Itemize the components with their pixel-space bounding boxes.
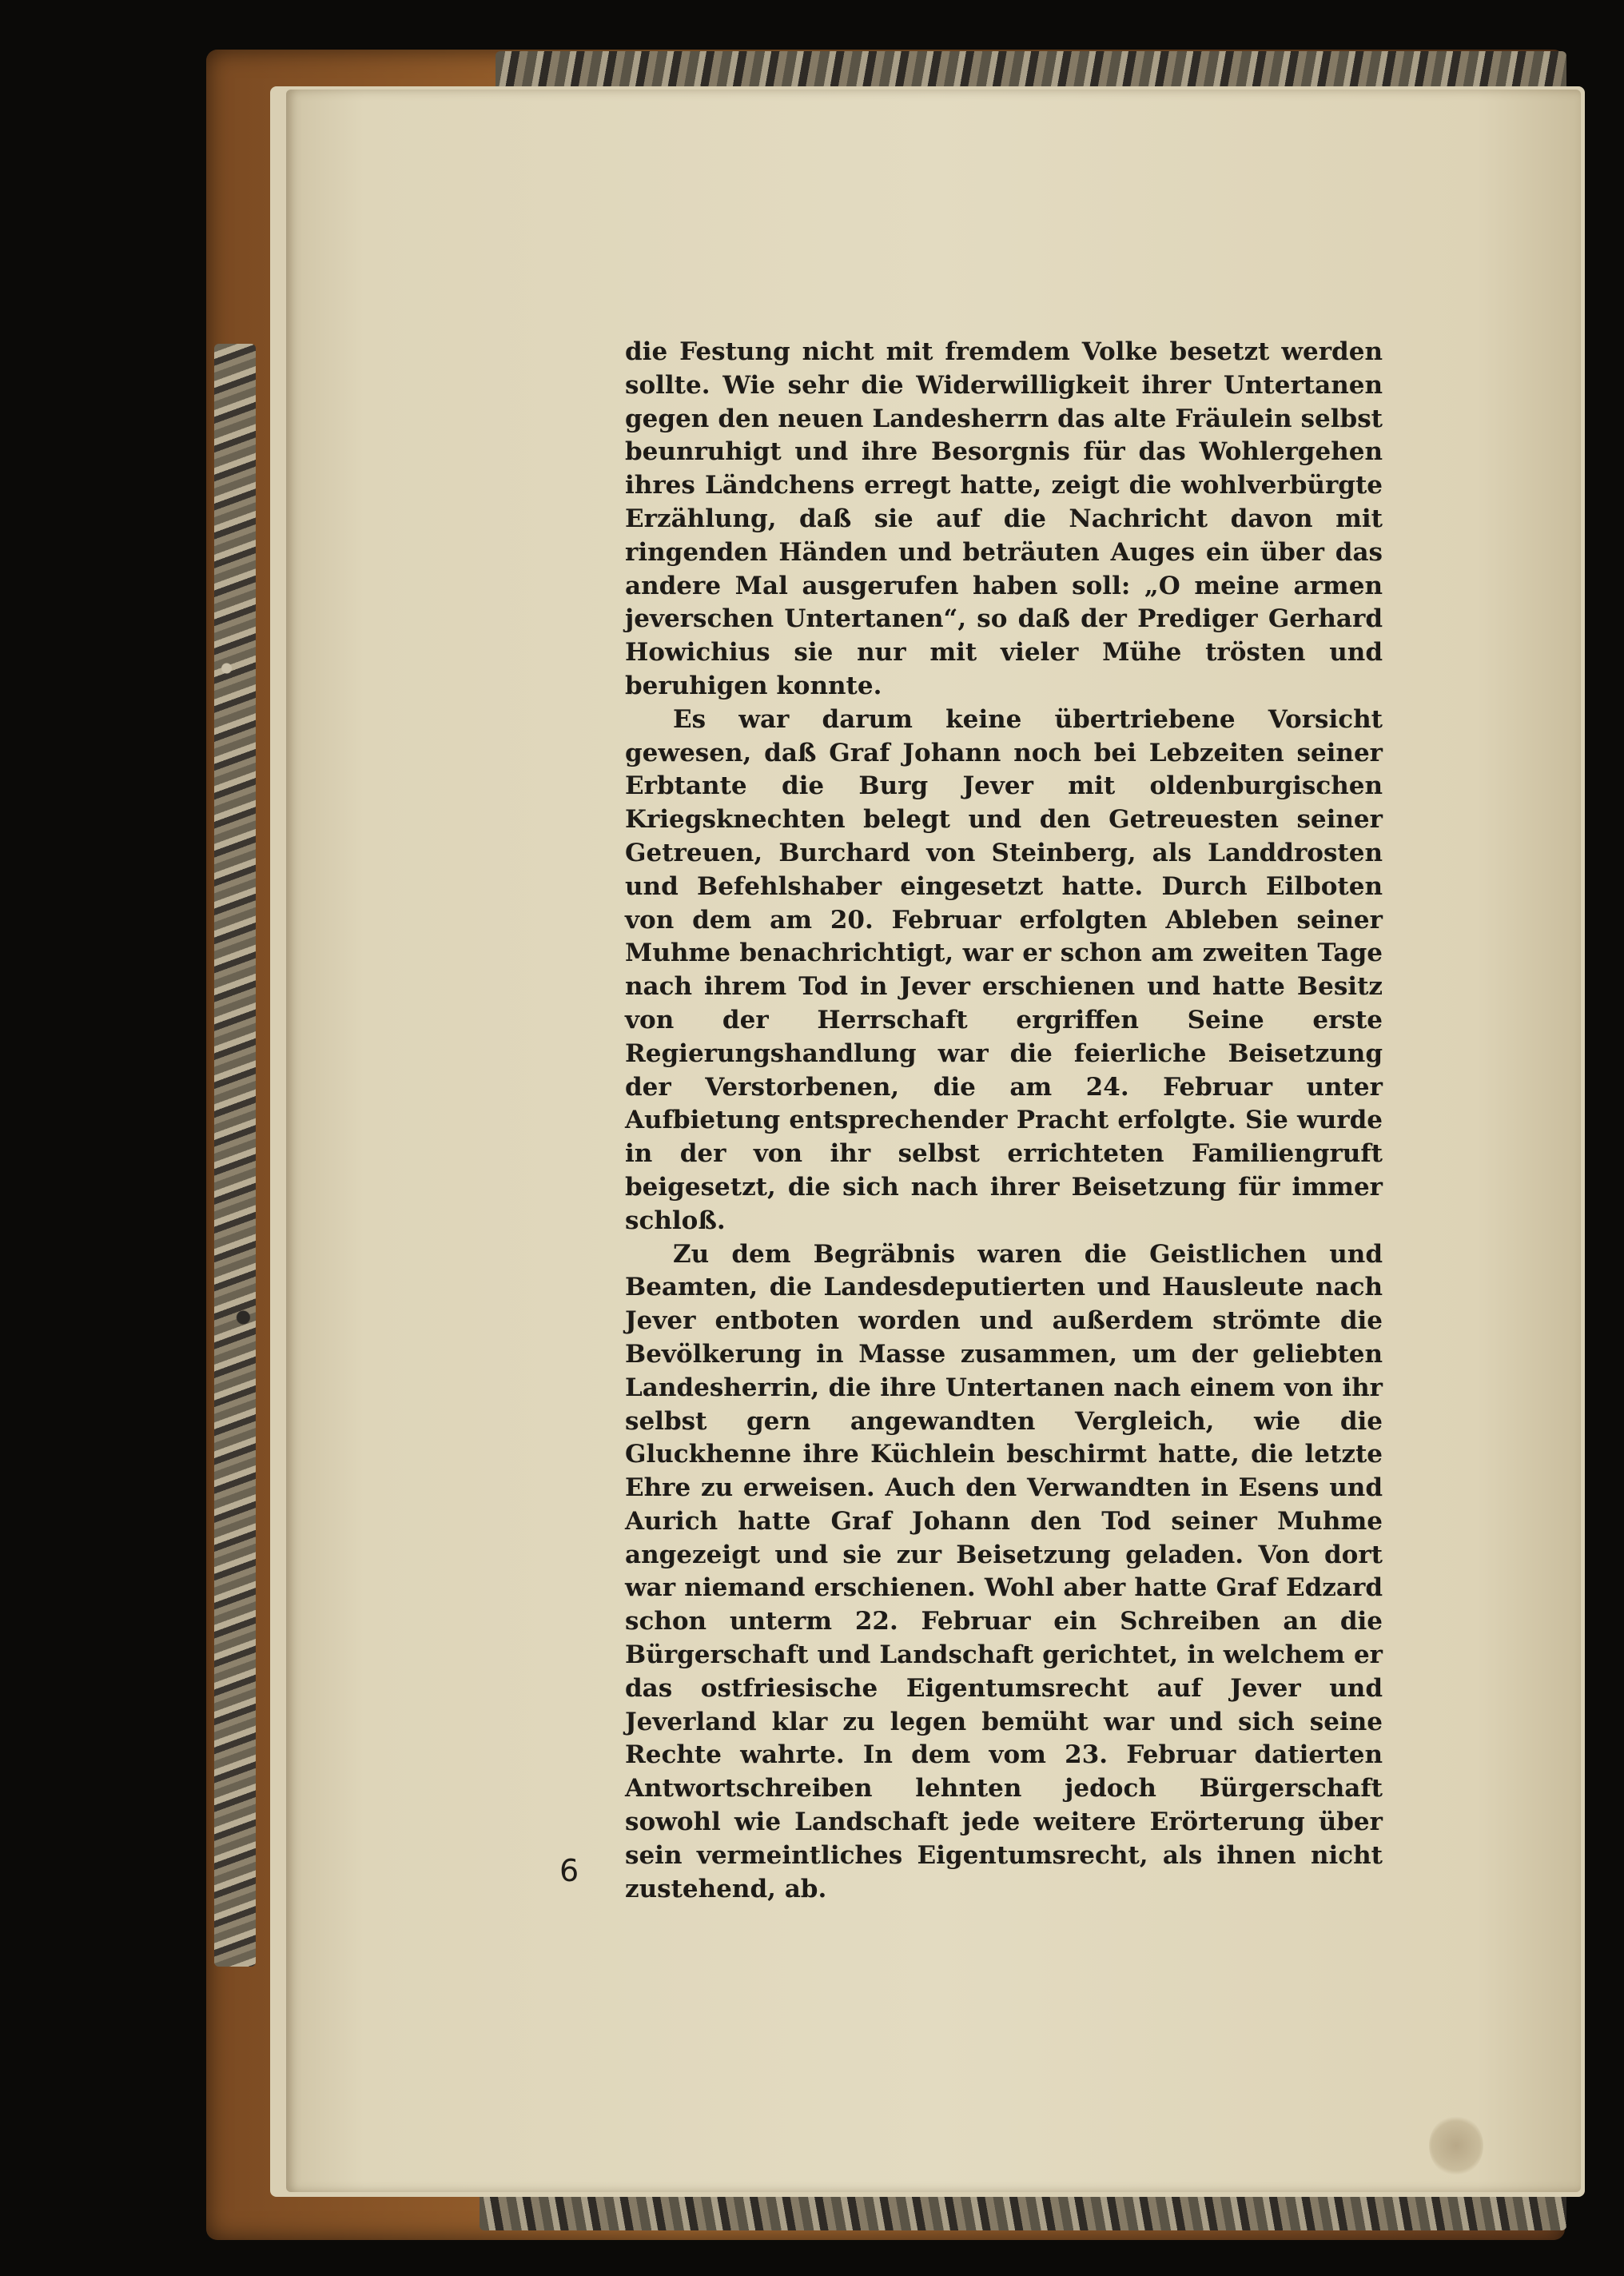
marbled-edge-top [496,51,1566,91]
page-number: 6 [559,1853,579,1888]
body-text [625,336,1383,1906]
paper-stain [1429,2115,1483,2176]
marbled-edge-left [214,344,256,1967]
paragraph: die Festung nicht mit fremdem Volke besetzt werden sollte. Wie sehr die Widerwilligkeit ihrer Untertanen gegen den neuen Landesherrn das alte Fräulein selbst beunruhigt und ihre Besorgnis für das Wohlergehen ihres Ländchens erregt hatte, zeigt die wohlverbürgte Erzählung, daß sie auf die Nachricht davon mit ringenden Händen und beträuten Auges ein über das andere Mal ausgerufen haben soll: „O meine armen jeverschen Untertanen“, so daß der Prediger Gerhard Howichius sie nur mit vieler Mühe trösten und beruhigen konnte. [625,337,1383,700]
paragraph: Es war darum keine übertriebene Vorsicht gewesen, daß Graf Johann noch bei Lebzeiten seiner Erbtante die Burg Jever mit oldenburgischen Kriegsknechten belegt und den Getreuesten seiner Getreuen, Burchard von Steinberg, als Landdrosten und Befehlshaber eingesetzt hatte. Durch Eilboten von dem am 20. Februar erfolgten Ableben seiner Muhme benachrichtigt, war er schon am zweiten Tage nach ihrem Tod in Jever erschienen und hatte Besitz von der Herrschaft ergriffen Seine erste Regierungshandlung war die feierliche Beisetzung der Verstorbenen, die am 24. Februar unter Aufbietung entsprechender Pracht erfolgte. Sie wurde in der von ihr selbst errichteten Familiengruft beigesetzt, die sich nach ihrer Beisetzung für immer schloß. [625,704,1383,1235]
paragraph: Zu dem Begräbnis waren die Geistlichen und Beamten, die Landesdeputierten und Hausleute nach Jever entboten worden und außerdem strömte die Bevölkerung in Masse zusammen, um der geliebten Landesherrin, die ihre Untertanen nach einem von ihr selbst gern angewandten Vergleich, wie die Gluckhenne ihre Küchlein beschirmt hatte, die letzte Ehre zu erweisen. Auch den Verwandten in Esens und Aurich hatte Graf Johann den Tod seiner Muhme angezeigt und sie zur Beisetzung geladen. Von dort war niemand erschienen. Wohl aber hatte Graf Edzard schon unterm 22. Februar ein Schreiben an die Bürgerschaft und Landschaft gerichtet, in welchem er das ostfriesische Eigentumsrecht auf Jever und Jeverland klar zu legen bemüht war und sich seine Rechte wahrte. In dem vom 23. Februar datierten Antwortschreiben lehnten jedoch Bürgerschaft sowohl wie Landschaft jede weitere Erörterung über sein vermeintliches Eigentumsrecht, als ihnen nicht zustehend, ab. [625,1239,1383,1903]
